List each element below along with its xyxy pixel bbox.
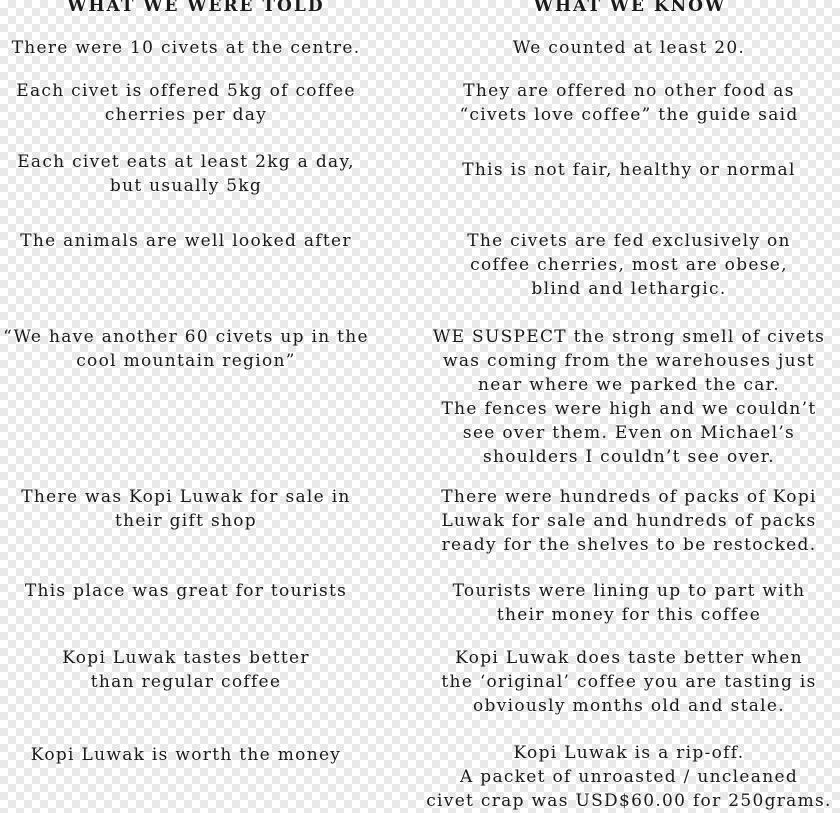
told-row-4: The animals are well looked after: [20, 231, 352, 251]
know-row-4: The civets are fed exclusively on coffee cherries, most are obese, blind and lethargic.: [467, 231, 791, 299]
told-row-7: This place was great for tourists: [24, 581, 348, 601]
told-column-header: WHAT WE WERE TOLD: [67, 0, 325, 16]
know-row-1: We counted at least 20.: [512, 38, 746, 58]
know-row-2: They are offered no other food as “civets love coffee” the guide said: [459, 81, 799, 125]
told-row-5: “We have another 60 civets up in the cool mountain region”: [3, 327, 369, 371]
know-column-header: WHAT WE KNOW: [533, 0, 727, 16]
told-row-1: There were 10 civets at the centre.: [11, 38, 361, 58]
told-row-8: Kopi Luwak tastes better than regular coffee: [62, 648, 310, 692]
told-row-3: Each civet eats at least 2kg a day, but usually 5kg: [17, 152, 355, 196]
know-row-7: Tourists were lining up to part with their money for this coffee: [452, 581, 806, 625]
told-row-9: Kopi Luwak is worth the money: [30, 745, 342, 765]
know-row-9: Kopi Luwak is a rip-off. A packet of unroasted / uncleaned civet crap was USD$60.00 for 250grams.: [426, 743, 832, 811]
know-row-5: WE SUSPECT the strong smell of civets was coming from the warehouses just near where we parked the car. The fences were high and we couldn’t see over them. Even on Michael’s shoulders I couldn’t see over.: [432, 327, 826, 467]
know-row-6: There were hundreds of packs of Kopi Luwak for sale and hundreds of packs ready for the shelves to be restocked.: [441, 487, 817, 555]
know-row-3: This is not fair, healthy or normal: [462, 160, 796, 180]
told-row-2: Each civet is offered 5kg of coffee cherries per day: [16, 81, 356, 125]
told-row-6: There was Kopi Luwak for sale in their gift shop: [21, 487, 351, 531]
know-row-8: Kopi Luwak does taste better when the ‘original’ coffee you are tasting is obviously months old and stale.: [441, 648, 817, 716]
